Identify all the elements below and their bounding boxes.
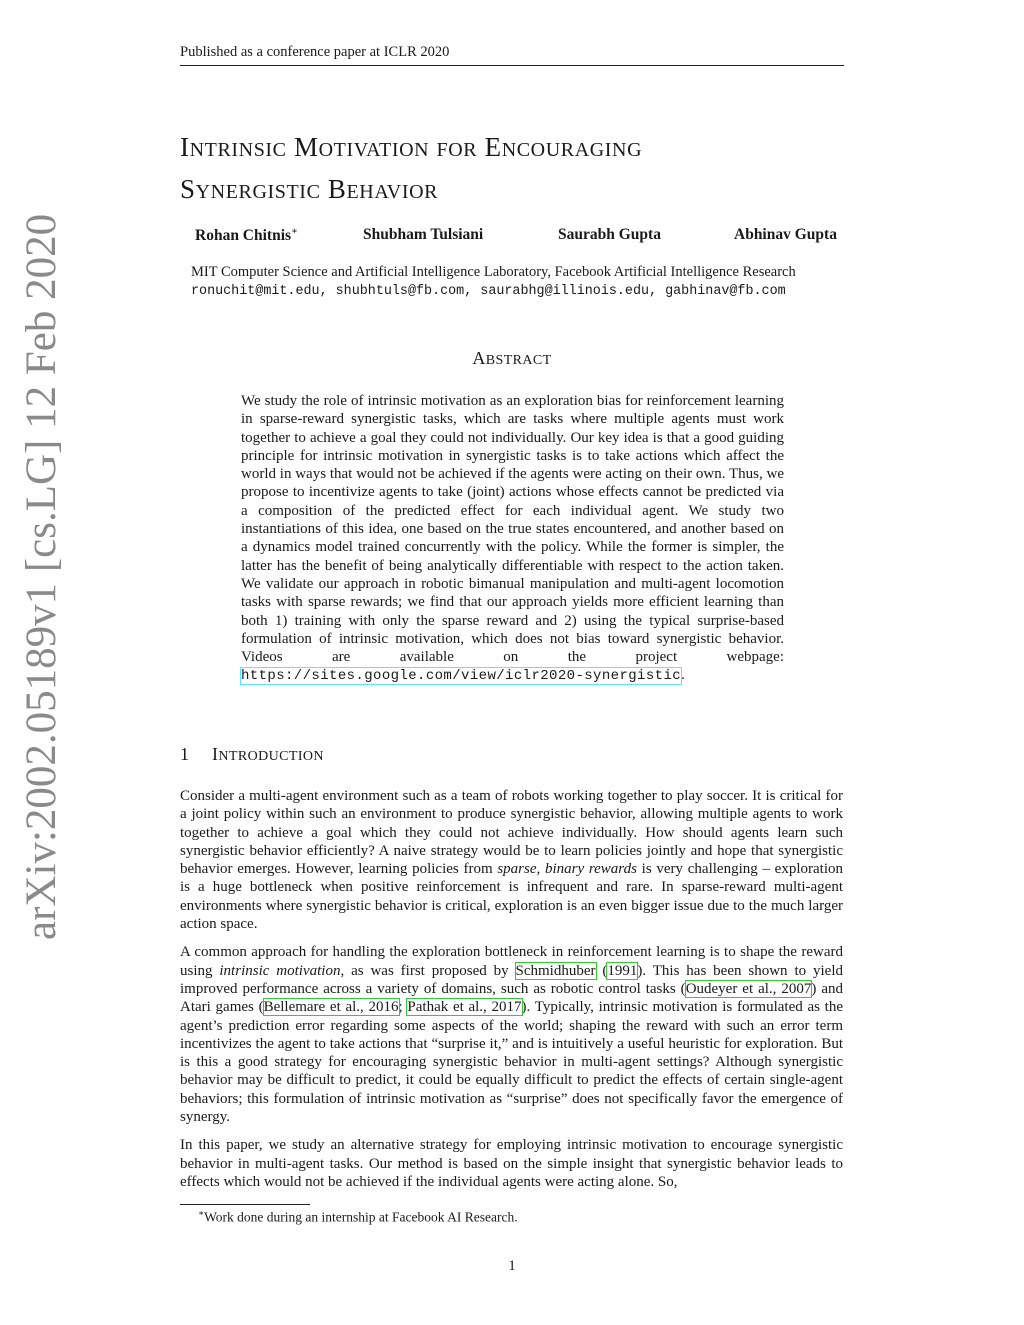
abstract-heading: ABSTRACT — [472, 348, 552, 368]
paragraph: Consider a multi-agent environment such as a team of robots working together to play soccer. It is critical for a joint policy within such an environment to produce synergistic behavior, allowing multiple agents to work together to achieve a goal which they could not achieve individually. How should agents learn such synergistic behavior efficiently? A naive strategy would be to learn policies jointly and hope that synergistic behavior emerges. However, learning policies from sparse, binary rewards is very challenging – exploration is a huge bottleneck when positive reinforcement is infrequent and rare. In sparse-reward multi-agent environments where synergistic behavior is critical, exploration is an even bigger issue due to the much larger action space. — [180, 788, 843, 933]
author-emails: ronuchit@mit.edu, shubhtuls@fb.com, saurabhg@illinois.edu, gabhinav@fb.com — [191, 284, 786, 299]
author-name: Abhinav Gupta — [734, 226, 837, 243]
citation-link[interactable]: 1991 — [607, 962, 638, 979]
citation-link[interactable]: Oudeyer et al., 2007 — [685, 980, 812, 997]
title-line-2 — [180, 170, 642, 212]
author-name: Saurabh Gupta — [558, 226, 661, 243]
title-line-1 — [180, 128, 642, 170]
header-rule — [180, 65, 844, 66]
title-word: SYNERGISTIC — [180, 174, 321, 204]
arxiv-sidebar-stamp: arXiv:2002.05189v1 [cs.LG] 12 Feb 2020 — [18, 213, 65, 940]
title-word: MOTIVATION — [293, 132, 430, 162]
author-name: Shubham Tulsiani — [363, 226, 484, 243]
footnote-rule — [180, 1204, 310, 1205]
paragraph: A common approach for handling the exploration bottleneck in reinforcement learning is to shape the reward using intrinsic motivation, as was first proposed by Schmidhuber (1991). This has been shown to yield improved performance across a variety of domains, such as robotic control tasks (Oudeyer et al., 2007) and Atari games (Bellemare et al., 2016; Pathak et al., 2017). Typically, intrinsic motivation is formulated as the agent’s prediction error regarding some aspects of the world; shaping the reward with such an error term incentivizes the agent to take actions that “surprise it,” and is intuitively a useful heuristic for exploration. But is this a good strategy for encouraging synergistic behavior in multi-agent settings? Although synergistic behavior may be difficult to predict, it could be equally difficult to predict the effects of certain single-agent behaviors; this formulation of intrinsic motivation as “surprise” does not specifically favor the emergence of synergy. — [180, 944, 844, 1126]
title-word: BEHAVIOR — [327, 174, 439, 204]
citation-link[interactable]: Pathak et al., 2017 — [407, 999, 522, 1016]
page-number: 1 — [508, 1258, 516, 1274]
title-word: FOR — [436, 139, 478, 161]
paragraph: In this paper, we study an alternative strategy for employing intrinsic motivation to encourage synergistic behavior in multi-agent tasks. Our method is based on the simple insight that synergistic behavior leads to effects which would not be achieved if the individual agents were acting alone. So, — [180, 1137, 843, 1190]
title-word: ENCOURAGING — [484, 132, 643, 162]
project-webpage-link[interactable]: https://sites.google.com/view/iclr2020-synergistic — [241, 668, 682, 685]
running-header: Published as a conference paper at ICLR 2020 — [180, 44, 450, 60]
footnote: ∗Work done during an internship at Facebook AI Research. — [198, 1208, 518, 1225]
introduction-body — [180, 787, 843, 1201]
citation-link[interactable]: Bellemare et al., 2016 — [263, 999, 399, 1016]
citation-link[interactable]: Schmidhuber — [515, 962, 596, 979]
affiliation: MIT Computer Science and Artificial Intelligence Laboratory, Facebook Artificial Intelligence Research — [191, 264, 796, 280]
title-word: INTRINSIC — [180, 132, 287, 162]
author-name: Rohan Chitnis∗ — [195, 226, 298, 245]
section-heading-introduction: 1 INTRODUCTION — [180, 744, 324, 764]
abstract-body: We study the role of intrinsic motivation as an exploration bias for reinforcement learning in sparse-reward synergistic tasks, which are tasks where multiple agents must work together to achieve a goal they could not individually. Our key idea is that a good guiding principle for intrinsic motivation in synergistic tasks is to take actions which affect the world in ways that would not be achieved if the agents were acting on their own. Thus, we propose to incentivize agents to take (joint) actions whose effects cannot be predicted via a composition of the predicted effect for each individual agent. We study two instantiations of this idea, one based on the true states encountered, and another based on a dynamics model trained concurrently with the policy. While the former is simpler, the latter has the benefit of being analytically differentiable with respect to the action taken. We validate our approach in robotic bimanual manipulation and multi-agent locomotion tasks with sparse rewards; we find that our approach yields more efficient learning than both 1) training with only the sparse reward and 2) using the typical surprise-based formulation of intrinsic motivation, which does not bias toward synergistic behavior. Videos are available on the project webpage: https://sites.google.com/view/iclr2020-synergistic. — [241, 393, 784, 685]
paper-title — [180, 128, 642, 212]
